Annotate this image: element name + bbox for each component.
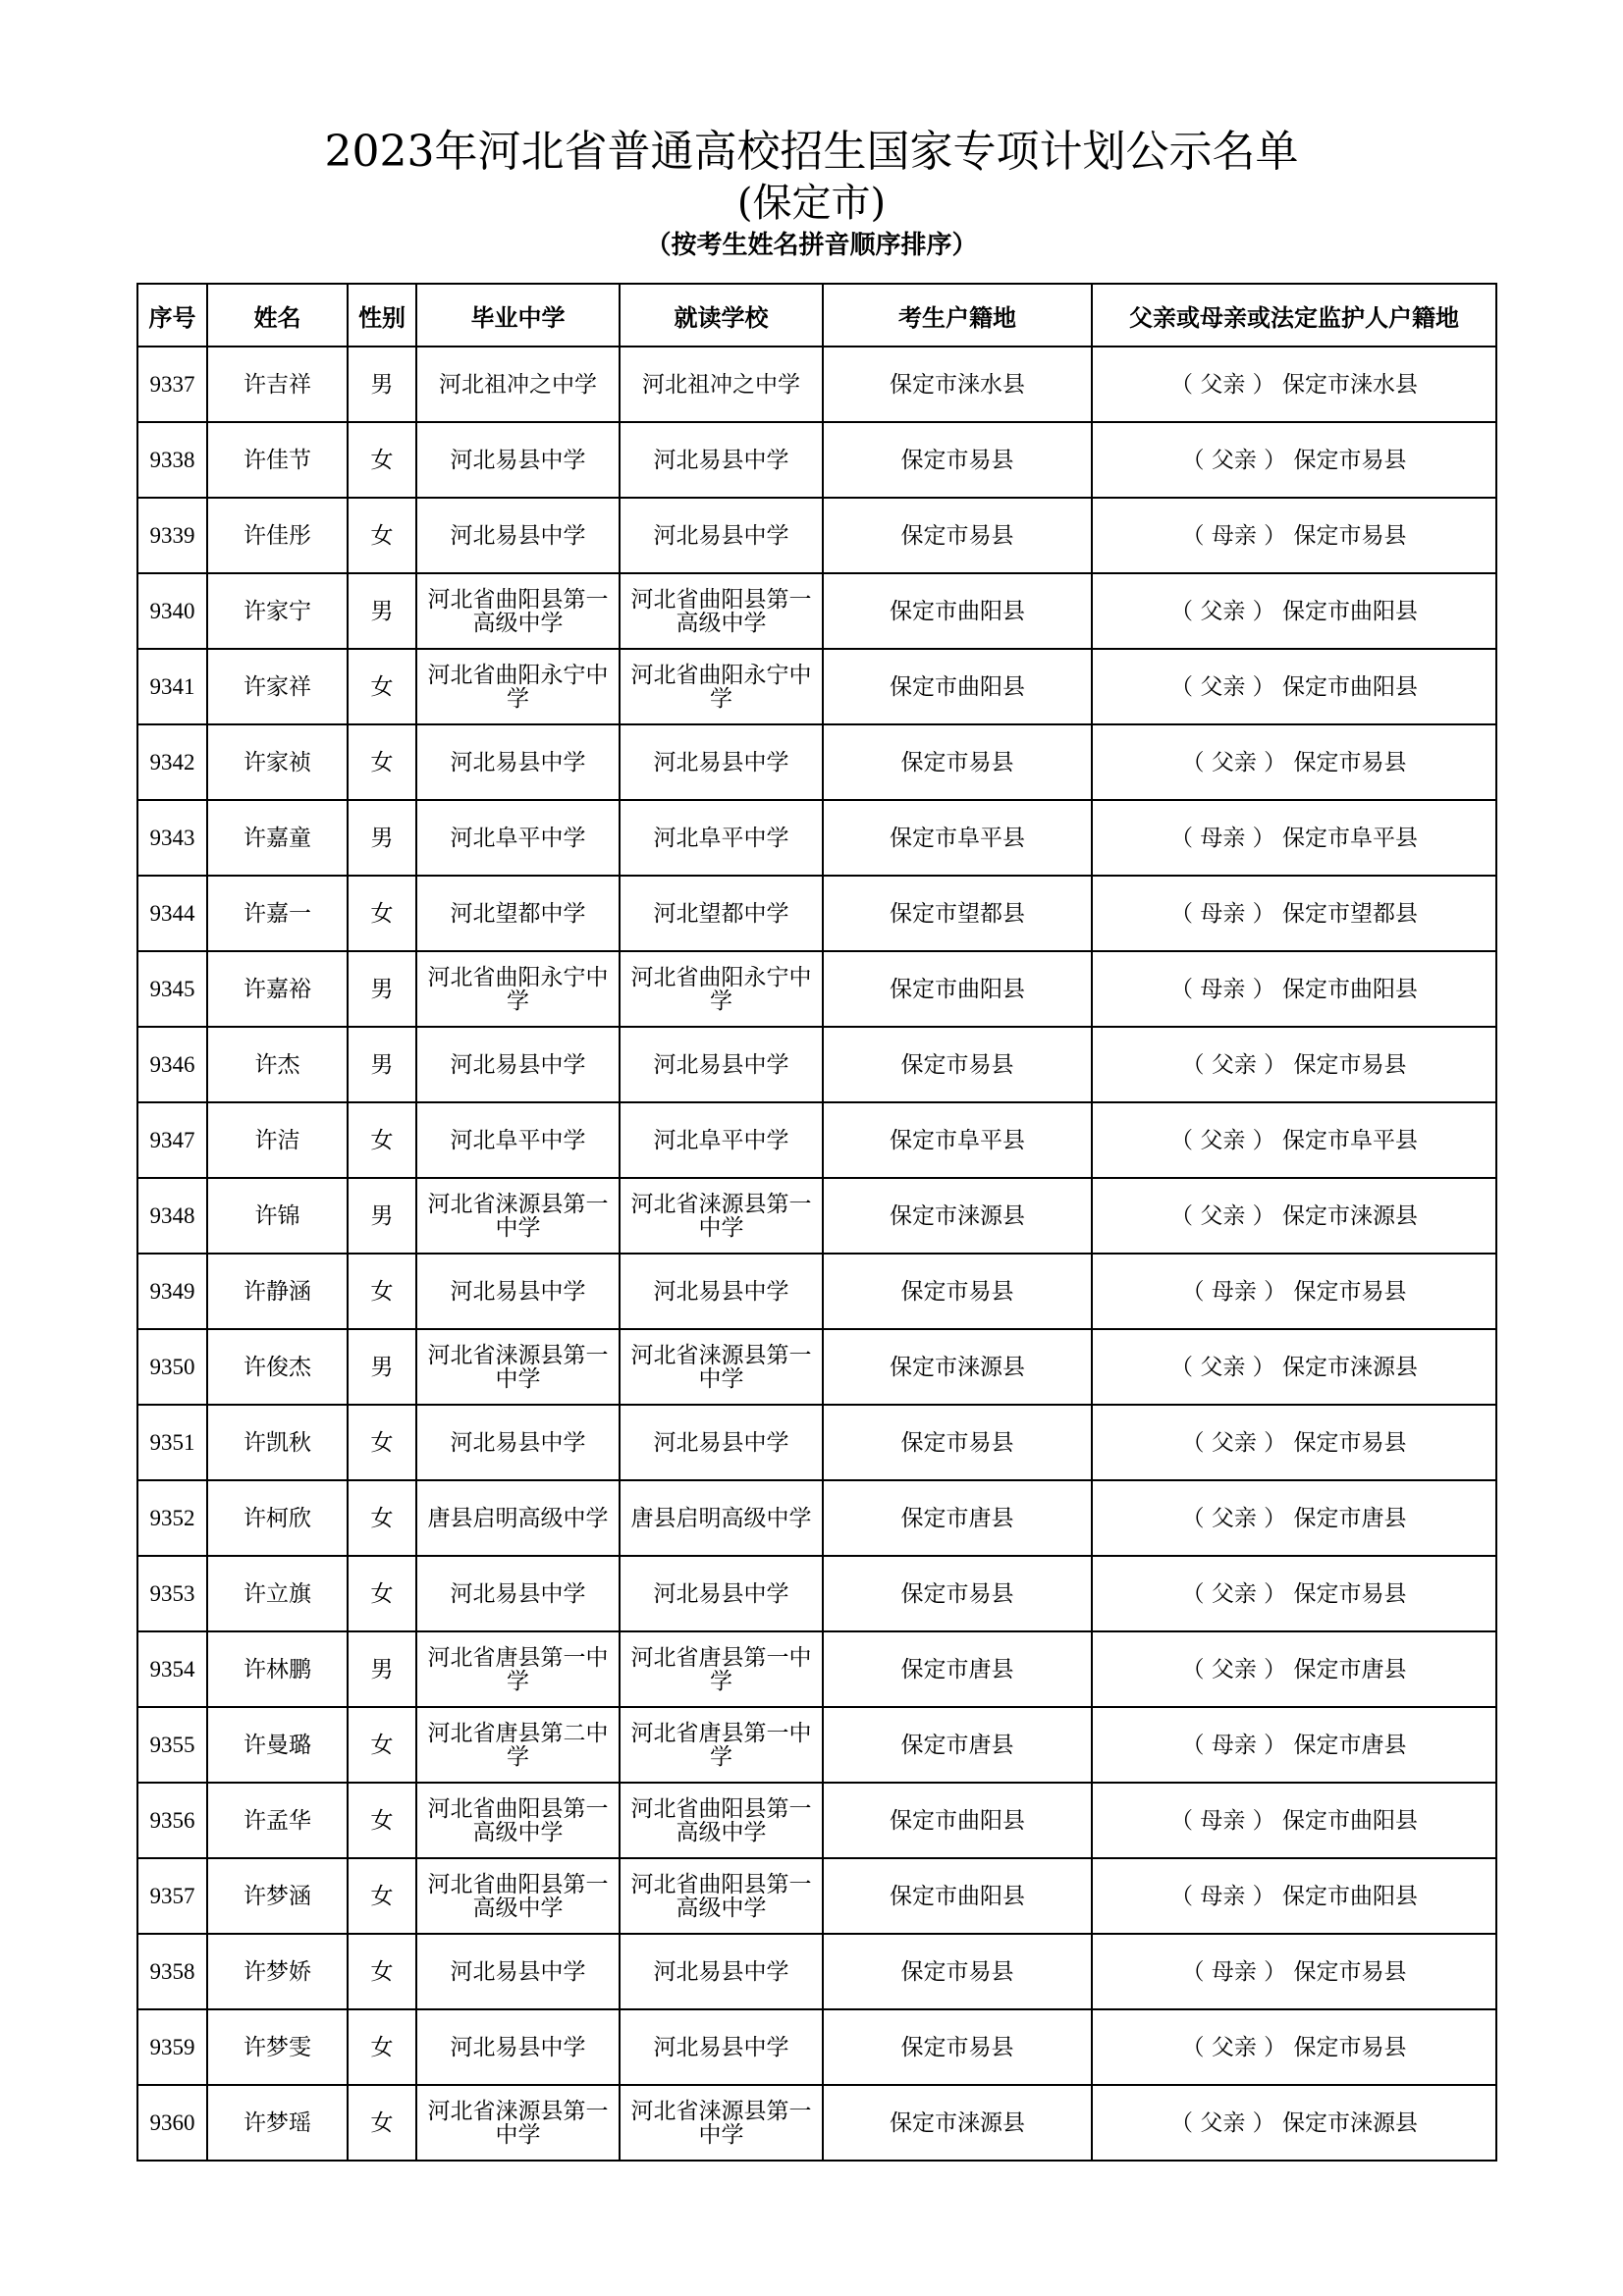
parent-relation: （ 父亲 ）: [1170, 2109, 1275, 2136]
parent-hukou-cell: [1092, 1329, 1496, 1405]
page-title: 2023年河北省普通高校招生国家专项计划公示名单: [324, 127, 1299, 177]
col-header-grad-school: 毕业中学: [416, 284, 620, 347]
parent-hukou-cell: [1092, 498, 1496, 573]
student-name-cell: 许佳节: [207, 422, 348, 498]
table-row: [137, 2009, 1496, 2085]
table-row: [137, 1631, 1496, 1707]
table-row: [137, 1858, 1496, 1934]
parent-hukou-cell: [1092, 347, 1496, 422]
student-name-cell: 许梦涵: [207, 1858, 348, 1934]
parent-hukou-cell: [1092, 724, 1496, 800]
parent-relation: （ 母亲 ）: [1170, 825, 1275, 851]
student-name-cell: 许吉祥: [207, 347, 348, 422]
parent-relation: （ 父亲 ）: [1181, 1051, 1287, 1078]
student-hukou-cell: 保定市易县: [823, 1556, 1092, 1631]
parent-relation: （ 父亲 ）: [1181, 749, 1287, 775]
row-number-cell: 9351: [137, 1405, 207, 1480]
gender-cell: 男: [348, 1027, 416, 1102]
table-header-row: [137, 284, 1496, 347]
parent-relation: （ 母亲 ）: [1170, 1807, 1275, 1834]
table-row: [137, 800, 1496, 876]
gender-cell: 女: [348, 422, 416, 498]
row-number-cell: 9342: [137, 724, 207, 800]
current-school-cell: 河北易县中学: [620, 1556, 823, 1631]
parent-hukou-cell: [1092, 1934, 1496, 2009]
gender-cell: 女: [348, 1934, 416, 2009]
gender-cell: 女: [348, 2085, 416, 2161]
student-name-cell: 许佳彤: [207, 498, 348, 573]
parent-hukou-cell: [1092, 649, 1496, 724]
parent-relation: （ 父亲 ）: [1181, 447, 1287, 473]
gender-cell: 女: [348, 498, 416, 573]
current-school-cell: 河北省曲阳永宁中学: [620, 649, 823, 724]
current-school-cell: 河北省涞源县第一中学: [620, 2085, 823, 2161]
student-hukou-cell: 保定市易县: [823, 1405, 1092, 1480]
table-row: [137, 1783, 1496, 1858]
row-number-cell: 9350: [137, 1329, 207, 1405]
parent-relation: （ 母亲 ）: [1170, 976, 1275, 1002]
student-name-cell: 许凯秋: [207, 1405, 348, 1480]
student-name-cell: 许嘉童: [207, 800, 348, 876]
student-hukou-cell: 保定市易县: [823, 1934, 1092, 2009]
table-row: [137, 876, 1496, 951]
parent-hukou-cell: [1092, 951, 1496, 1027]
table-row: [137, 951, 1496, 1027]
parent-hukou-place: 保定市曲阳县: [1281, 976, 1418, 1002]
gender-cell: 男: [348, 1631, 416, 1707]
graduation-school-cell: 河北易县中学: [416, 1934, 620, 2009]
table-row: [137, 1329, 1496, 1405]
student-name-cell: 许柯欣: [207, 1480, 348, 1556]
gender-cell: 女: [348, 1707, 416, 1783]
table-row: [137, 1027, 1496, 1102]
table-row: [137, 422, 1496, 498]
row-number-cell: 9339: [137, 498, 207, 573]
student-name-cell: 许锦: [207, 1178, 348, 1254]
parent-hukou-cell: [1092, 1783, 1496, 1858]
col-header-name: 姓名: [207, 284, 348, 347]
gender-cell: 女: [348, 1858, 416, 1934]
student-name-cell: 许林鹏: [207, 1631, 348, 1707]
parent-hukou-place: 保定市阜平县: [1281, 1127, 1418, 1153]
current-school-cell: 河北易县中学: [620, 422, 823, 498]
parent-hukou-place: 保定市易县: [1293, 1429, 1407, 1456]
graduation-school-cell: 河北望都中学: [416, 876, 620, 951]
parent-hukou-place: 保定市曲阳县: [1281, 1883, 1418, 1909]
parent-hukou-place: 保定市曲阳县: [1281, 673, 1418, 700]
current-school-cell: 河北易县中学: [620, 1254, 823, 1329]
gender-cell: 男: [348, 1178, 416, 1254]
current-school-cell: 河北省涞源县第一中学: [620, 1329, 823, 1405]
student-hukou-cell: 保定市曲阳县: [823, 649, 1092, 724]
parent-hukou-place: 保定市易县: [1293, 749, 1407, 775]
parent-hukou-place: 保定市曲阳县: [1281, 1807, 1418, 1834]
gender-cell: 女: [348, 2009, 416, 2085]
student-hukou-cell: 保定市易县: [823, 1254, 1092, 1329]
page-subtitle: (保定市): [736, 181, 887, 226]
table-row: [137, 649, 1496, 724]
student-name-cell: 许梦瑶: [207, 2085, 348, 2161]
row-number-cell: 9348: [137, 1178, 207, 1254]
current-school-cell: 河北省曲阳永宁中学: [620, 951, 823, 1027]
parent-hukou-cell: [1092, 1254, 1496, 1329]
current-school-cell: 河北阜平中学: [620, 800, 823, 876]
student-name-cell: 许洁: [207, 1102, 348, 1178]
student-name-cell: 许孟华: [207, 1783, 348, 1858]
row-number-cell: 9352: [137, 1480, 207, 1556]
row-number-cell: 9344: [137, 876, 207, 951]
parent-hukou-cell: [1092, 2085, 1496, 2161]
student-name-cell: 许嘉一: [207, 876, 348, 951]
student-hukou-cell: 保定市阜平县: [823, 1102, 1092, 1178]
student-name-cell: 许家祯: [207, 724, 348, 800]
student-hukou-cell: 保定市曲阳县: [823, 573, 1092, 649]
parent-hukou-cell: [1092, 422, 1496, 498]
table-row: [137, 1707, 1496, 1783]
table-row: [137, 498, 1496, 573]
gender-cell: 男: [348, 1329, 416, 1405]
student-hukou-cell: 保定市涞源县: [823, 1178, 1092, 1254]
parent-hukou-place: 保定市涞源县: [1281, 1354, 1418, 1380]
parent-relation: （ 母亲 ）: [1181, 522, 1287, 549]
row-number-cell: 9349: [137, 1254, 207, 1329]
student-hukou-cell: 保定市唐县: [823, 1707, 1092, 1783]
parent-relation: （ 父亲 ）: [1170, 371, 1275, 398]
current-school-cell: 河北省唐县第一中学: [620, 1631, 823, 1707]
student-name-cell: 许立旗: [207, 1556, 348, 1631]
row-number-cell: 9358: [137, 1934, 207, 2009]
gender-cell: 男: [348, 573, 416, 649]
row-number-cell: 9340: [137, 573, 207, 649]
current-school-cell: 河北祖冲之中学: [620, 347, 823, 422]
gender-cell: 男: [348, 347, 416, 422]
student-hukou-cell: 保定市唐县: [823, 1631, 1092, 1707]
parent-relation: （ 母亲 ）: [1181, 1732, 1287, 1758]
row-number-cell: 9338: [137, 422, 207, 498]
student-hukou-cell: 保定市曲阳县: [823, 1858, 1092, 1934]
table-row: [137, 1934, 1496, 2009]
current-school-cell: 河北省曲阳县第一高级中学: [620, 1783, 823, 1858]
parent-relation: （ 父亲 ）: [1170, 673, 1275, 700]
row-number-cell: 9343: [137, 800, 207, 876]
graduation-school-cell: 河北省曲阳永宁中学: [416, 649, 620, 724]
parent-hukou-cell: [1092, 2009, 1496, 2085]
col-header-parent-hukou: 父亲或母亲或法定监护人户籍地: [1092, 284, 1496, 347]
parent-hukou-place: 保定市望都县: [1281, 900, 1418, 927]
student-hukou-cell: 保定市易县: [823, 498, 1092, 573]
student-hukou-cell: 保定市涞源县: [823, 1329, 1092, 1405]
student-name-cell: 许杰: [207, 1027, 348, 1102]
current-school-cell: 河北易县中学: [620, 724, 823, 800]
parent-hukou-place: 保定市涞水县: [1281, 371, 1418, 398]
graduation-school-cell: 河北省唐县第二中学: [416, 1707, 620, 1783]
current-school-cell: 河北省曲阳县第一高级中学: [620, 573, 823, 649]
parent-hukou-cell: [1092, 1027, 1496, 1102]
gender-cell: 女: [348, 1556, 416, 1631]
graduation-school-cell: 河北易县中学: [416, 724, 620, 800]
student-hukou-cell: 保定市易县: [823, 422, 1092, 498]
parent-hukou-place: 保定市易县: [1293, 522, 1407, 549]
col-header-no: 序号: [137, 284, 207, 347]
gender-cell: 女: [348, 1480, 416, 1556]
row-number-cell: 9359: [137, 2009, 207, 2085]
row-number-cell: 9341: [137, 649, 207, 724]
graduation-school-cell: 河北省涞源县第一中学: [416, 1178, 620, 1254]
parent-relation: （ 父亲 ）: [1170, 1127, 1275, 1153]
parent-hukou-place: 保定市曲阳县: [1281, 598, 1418, 624]
student-name-cell: 许俊杰: [207, 1329, 348, 1405]
row-number-cell: 9354: [137, 1631, 207, 1707]
parent-hukou-cell: [1092, 1480, 1496, 1556]
parent-hukou-cell: [1092, 1102, 1496, 1178]
student-hukou-cell: 保定市易县: [823, 2009, 1092, 2085]
parent-hukou-place: 保定市涞源县: [1281, 1202, 1418, 1229]
sort-note: （按考生姓名拼音顺序排序）: [645, 231, 978, 260]
graduation-school-cell: 河北阜平中学: [416, 800, 620, 876]
table-row: [137, 1556, 1496, 1631]
row-number-cell: 9356: [137, 1783, 207, 1858]
current-school-cell: 河北易县中学: [620, 1027, 823, 1102]
parent-hukou-place: 保定市涞源县: [1281, 2109, 1418, 2136]
parent-hukou-place: 保定市易县: [1293, 1958, 1407, 1985]
parent-hukou-place: 保定市唐县: [1293, 1656, 1407, 1682]
table-row: [137, 2085, 1496, 2161]
parent-hukou-cell: [1092, 800, 1496, 876]
student-table: [136, 283, 1497, 2162]
parent-relation: （ 父亲 ）: [1170, 598, 1275, 624]
parent-hukou-place: 保定市易县: [1293, 1051, 1407, 1078]
graduation-school-cell: 河北易县中学: [416, 1405, 620, 1480]
graduation-school-cell: 唐县启明高级中学: [416, 1480, 620, 1556]
student-hukou-cell: 保定市涞源县: [823, 2085, 1092, 2161]
current-school-cell: 河北易县中学: [620, 1405, 823, 1480]
row-number-cell: 9347: [137, 1102, 207, 1178]
gender-cell: 女: [348, 649, 416, 724]
table-row: [137, 573, 1496, 649]
student-hukou-cell: 保定市阜平县: [823, 800, 1092, 876]
row-number-cell: 9345: [137, 951, 207, 1027]
student-hukou-cell: 保定市望都县: [823, 876, 1092, 951]
parent-hukou-cell: [1092, 1707, 1496, 1783]
student-hukou-cell: 保定市曲阳县: [823, 951, 1092, 1027]
current-school-cell: 唐县启明高级中学: [620, 1480, 823, 1556]
student-name-cell: 许家祥: [207, 649, 348, 724]
parent-hukou-cell: [1092, 1631, 1496, 1707]
col-header-current-school: 就读学校: [620, 284, 823, 347]
graduation-school-cell: 河北易县中学: [416, 1027, 620, 1102]
gender-cell: 女: [348, 1405, 416, 1480]
row-number-cell: 9353: [137, 1556, 207, 1631]
student-name-cell: 许梦雯: [207, 2009, 348, 2085]
gender-cell: 女: [348, 724, 416, 800]
current-school-cell: 河北望都中学: [620, 876, 823, 951]
graduation-school-cell: 河北省唐县第一中学: [416, 1631, 620, 1707]
graduation-school-cell: 河北易县中学: [416, 2009, 620, 2085]
gender-cell: 女: [348, 1102, 416, 1178]
current-school-cell: 河北阜平中学: [620, 1102, 823, 1178]
table-row: [137, 1405, 1496, 1480]
current-school-cell: 河北省曲阳县第一高级中学: [620, 1858, 823, 1934]
student-hukou-cell: 保定市唐县: [823, 1480, 1092, 1556]
graduation-school-cell: 河北易县中学: [416, 422, 620, 498]
graduation-school-cell: 河北祖冲之中学: [416, 347, 620, 422]
parent-hukou-place: 保定市易县: [1293, 447, 1407, 473]
gender-cell: 女: [348, 1254, 416, 1329]
student-hukou-cell: 保定市涞水县: [823, 347, 1092, 422]
parent-hukou-place: 保定市唐县: [1293, 1732, 1407, 1758]
current-school-cell: 河北易县中学: [620, 1934, 823, 2009]
parent-relation: （ 母亲 ）: [1181, 1278, 1287, 1305]
table-row: [137, 724, 1496, 800]
graduation-school-cell: 河北易县中学: [416, 1254, 620, 1329]
student-name-cell: 许曼璐: [207, 1707, 348, 1783]
row-number-cell: 9346: [137, 1027, 207, 1102]
student-hukou-cell: 保定市易县: [823, 1027, 1092, 1102]
graduation-school-cell: 河北省曲阳县第一高级中学: [416, 573, 620, 649]
current-school-cell: 河北省涞源县第一中学: [620, 1178, 823, 1254]
graduation-school-cell: 河北省曲阳县第一高级中学: [416, 1858, 620, 1934]
parent-relation: （ 母亲 ）: [1181, 1958, 1287, 1985]
parent-hukou-cell: [1092, 1858, 1496, 1934]
graduation-school-cell: 河北省涞源县第一中学: [416, 2085, 620, 2161]
row-number-cell: 9337: [137, 347, 207, 422]
col-header-hukou: 考生户籍地: [823, 284, 1092, 347]
gender-cell: 男: [348, 951, 416, 1027]
student-hukou-cell: 保定市易县: [823, 724, 1092, 800]
graduation-school-cell: 河北阜平中学: [416, 1102, 620, 1178]
parent-hukou-place: 保定市易县: [1293, 2034, 1407, 2060]
parent-relation: （ 父亲 ）: [1181, 1505, 1287, 1531]
student-name-cell: 许静涵: [207, 1254, 348, 1329]
table-row: [137, 1102, 1496, 1178]
student-name-cell: 许梦娇: [207, 1934, 348, 2009]
gender-cell: 女: [348, 876, 416, 951]
parent-hukou-place: 保定市易县: [1293, 1580, 1407, 1607]
student-name-cell: 许嘉裕: [207, 951, 348, 1027]
table-row: [137, 1480, 1496, 1556]
graduation-school-cell: 河北省曲阳永宁中学: [416, 951, 620, 1027]
table-row: [137, 1254, 1496, 1329]
parent-relation: （ 父亲 ）: [1181, 1429, 1287, 1456]
parent-hukou-place: 保定市易县: [1293, 1278, 1407, 1305]
row-number-cell: 9360: [137, 2085, 207, 2161]
row-number-cell: 9357: [137, 1858, 207, 1934]
parent-hukou-cell: [1092, 1405, 1496, 1480]
parent-hukou-cell: [1092, 1178, 1496, 1254]
parent-relation: （ 父亲 ）: [1181, 1656, 1287, 1682]
parent-hukou-place: 保定市阜平县: [1281, 825, 1418, 851]
table-row: [137, 1178, 1496, 1254]
graduation-school-cell: 河北省曲阳县第一高级中学: [416, 1783, 620, 1858]
graduation-school-cell: 河北易县中学: [416, 1556, 620, 1631]
table-row: [137, 347, 1496, 422]
parent-relation: （ 母亲 ）: [1170, 900, 1275, 927]
gender-cell: 男: [348, 800, 416, 876]
current-school-cell: 河北易县中学: [620, 498, 823, 573]
parent-hukou-place: 保定市唐县: [1293, 1505, 1407, 1531]
row-number-cell: 9355: [137, 1707, 207, 1783]
parent-relation: （ 父亲 ）: [1170, 1202, 1275, 1229]
parent-relation: （ 父亲 ）: [1181, 2034, 1287, 2060]
gender-cell: 女: [348, 1783, 416, 1858]
parent-hukou-cell: [1092, 573, 1496, 649]
current-school-cell: 河北易县中学: [620, 2009, 823, 2085]
current-school-cell: 河北省唐县第一中学: [620, 1707, 823, 1783]
graduation-school-cell: 河北省涞源县第一中学: [416, 1329, 620, 1405]
parent-relation: （ 母亲 ）: [1170, 1883, 1275, 1909]
parent-hukou-cell: [1092, 1556, 1496, 1631]
student-name-cell: 许家宁: [207, 573, 348, 649]
parent-relation: （ 父亲 ）: [1170, 1354, 1275, 1380]
parent-hukou-cell: [1092, 876, 1496, 951]
col-header-gender: 性别: [348, 284, 416, 347]
student-hukou-cell: 保定市曲阳县: [823, 1783, 1092, 1858]
parent-relation: （ 父亲 ）: [1181, 1580, 1287, 1607]
graduation-school-cell: 河北易县中学: [416, 498, 620, 573]
